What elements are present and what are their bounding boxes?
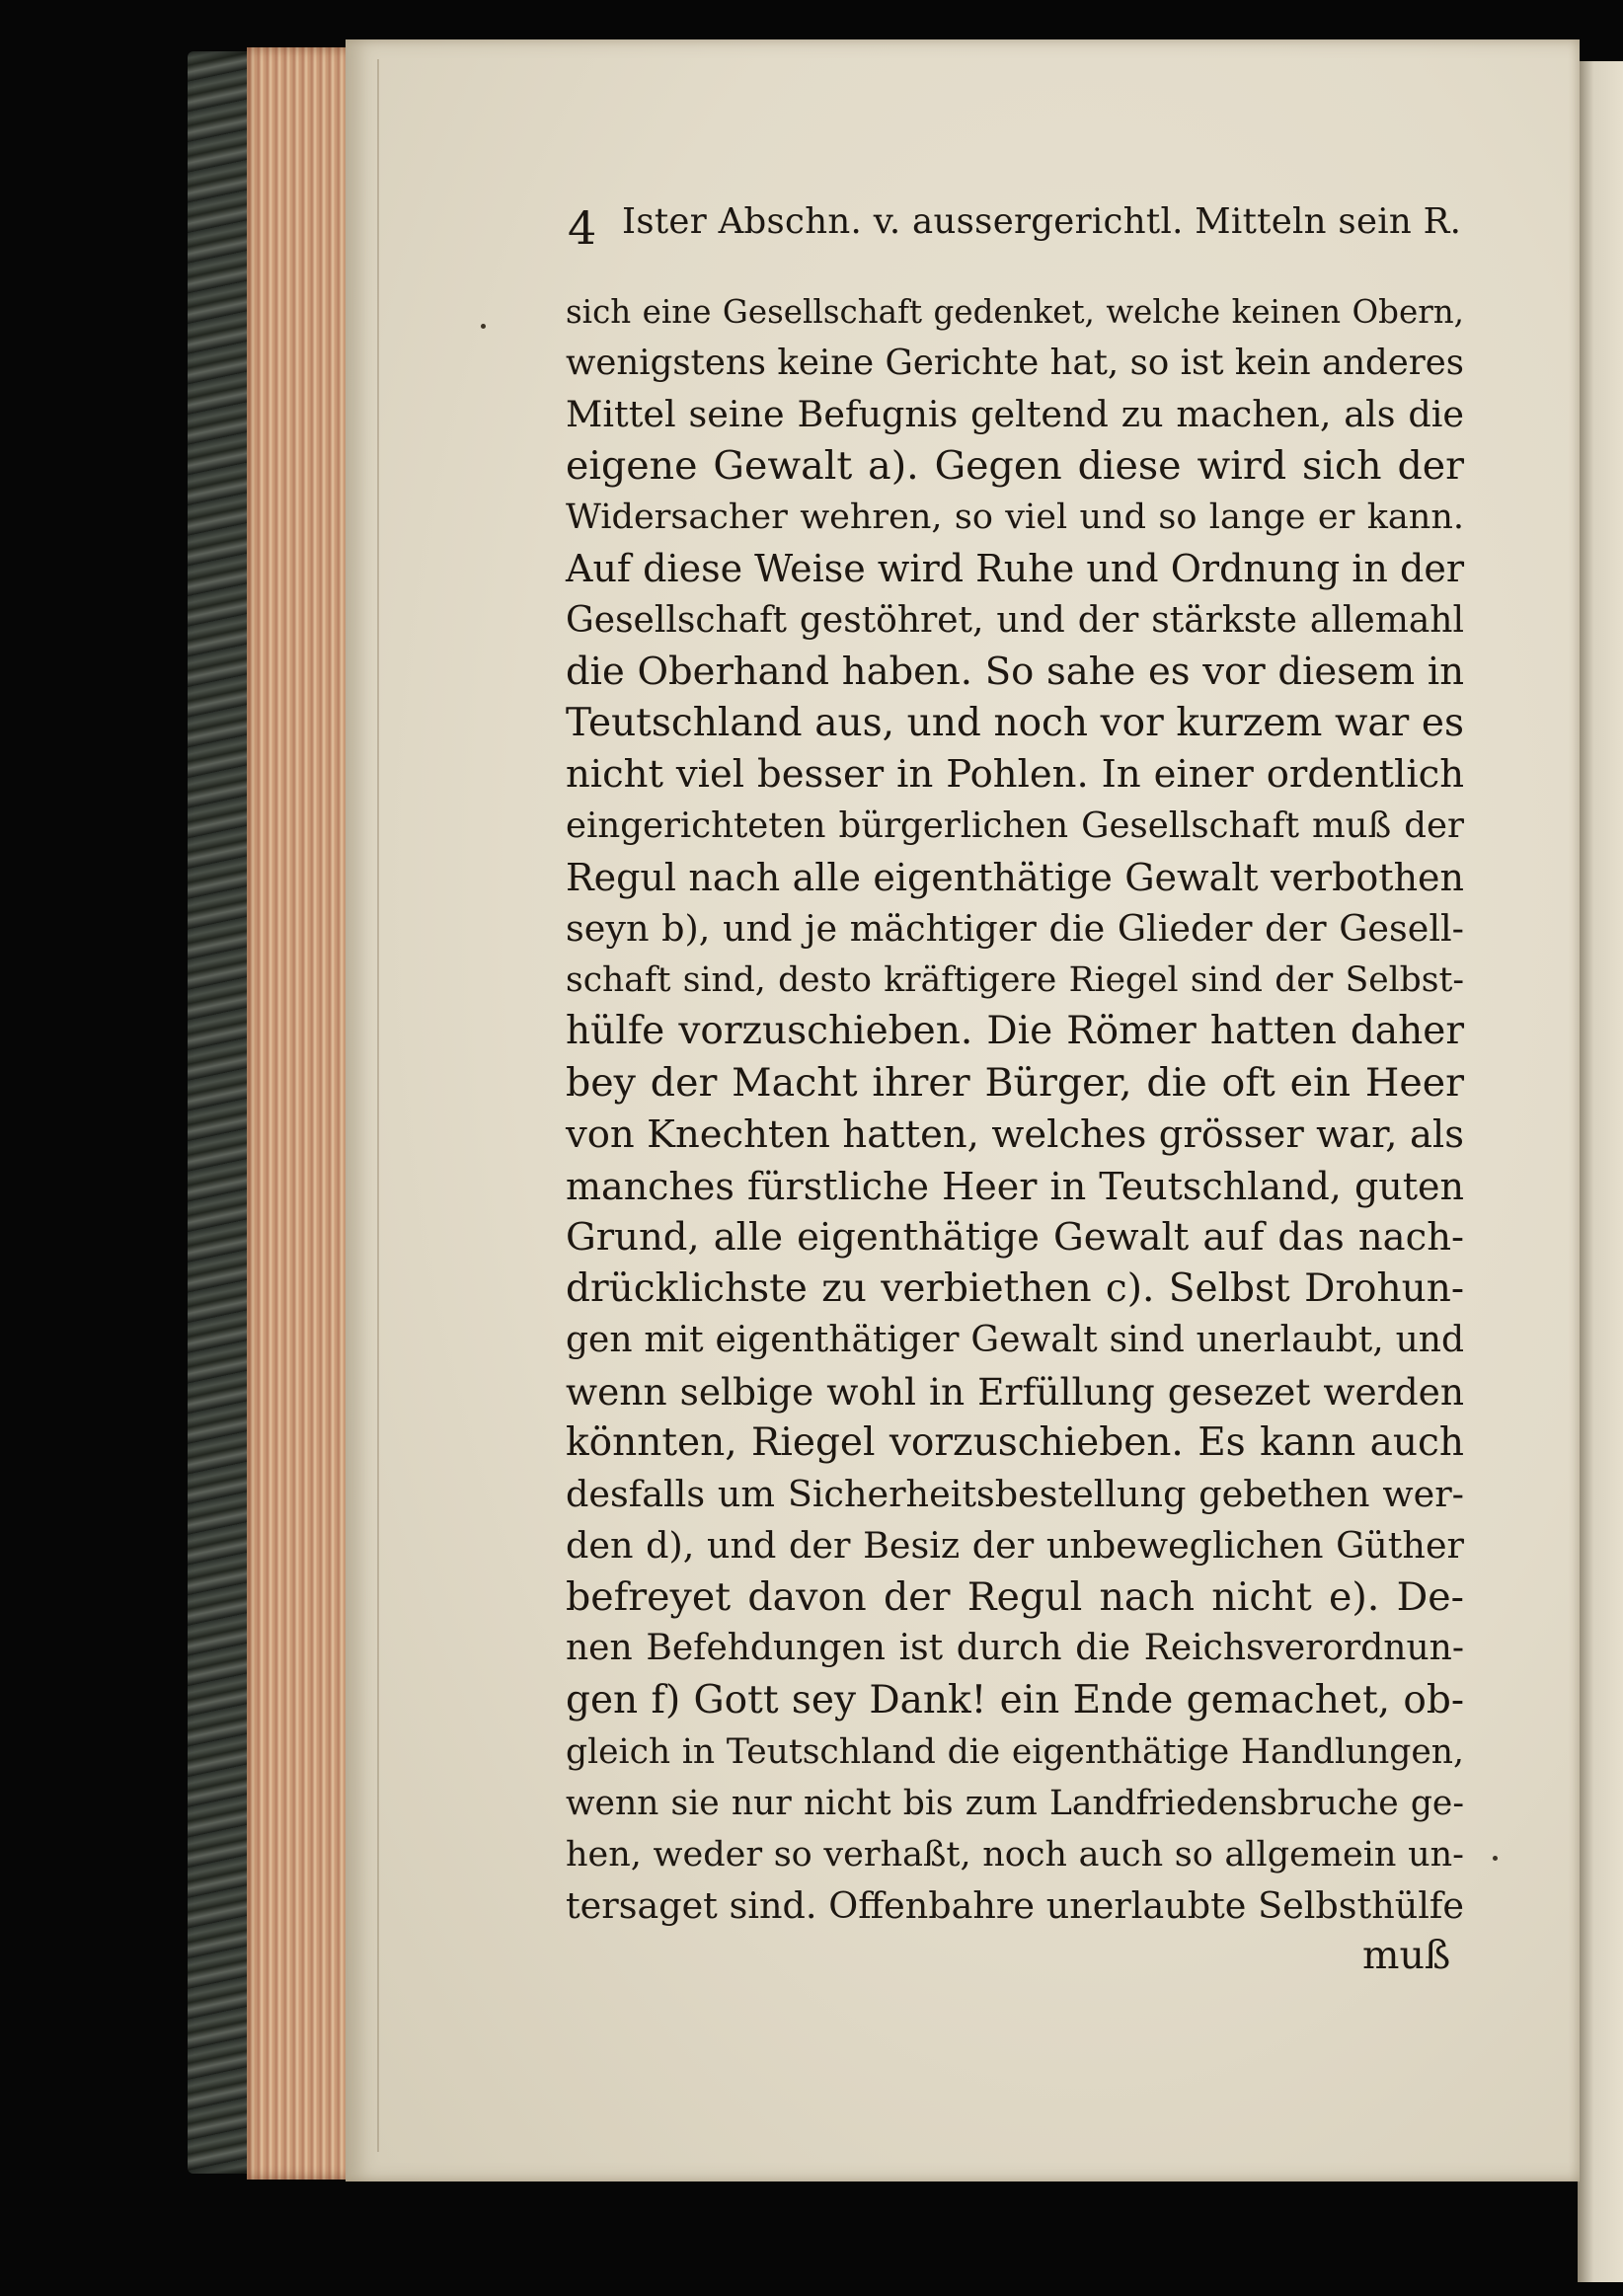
text-line: nicht viel besser in Pohlen. In einer ordentlich	[566, 751, 1464, 797]
text-line: von Knechten hatten, welches grösser war, als	[566, 1111, 1464, 1157]
text-line: gen mit eigenthätiger Gewalt sind unerlaubt, und	[566, 1319, 1464, 1360]
text-line: schaft sind, desto kräftigere Riegel sind der Selbst-	[566, 960, 1464, 1001]
text-line: Teutschland aus, und noch vor kurzem war es	[566, 700, 1464, 745]
text-line: könnten, Riegel vorzuschieben. Es kann auch	[566, 1420, 1464, 1466]
text-line: desfalls um Sicherheitsbestellung gebethen wer-	[566, 1473, 1464, 1516]
page-number: 4	[568, 201, 597, 255]
text-line: die Oberhand haben. So sahe es vor diesem in	[566, 649, 1464, 694]
text-line: hülfe vorzuschieben. Die Römer hatten daher	[566, 1009, 1464, 1054]
text-line: seyn b), und je mächtiger die Glieder der Gesell-	[566, 907, 1464, 951]
text-line: wenigstens keine Gerichte hat, so ist kein anderes	[566, 343, 1464, 384]
page-gutter	[377, 59, 379, 2152]
text-line: tersaget sind. Offenbahre unerlaubte Selbsthülfe	[566, 1883, 1464, 1927]
catchword	[1362, 1933, 1461, 1978]
text-line: befreyet davon der Regul nach nicht e). De-	[566, 1574, 1464, 1621]
text-line: drücklichste zu verbiethen c). Selbst Drohun-	[566, 1265, 1464, 1311]
text-line: hen, weder so verhaßt, noch auch so allgemein un-	[566, 1834, 1464, 1875]
text-line: Regul nach alle eigenthätige Gewalt verbothen	[566, 856, 1464, 900]
running-head: Ister Abschn. v. aussergerichtl. Mitteln sein R.	[622, 201, 1462, 242]
text-line: Widersacher wehren, so viel und so lange er kann.	[566, 497, 1464, 538]
text-line: gen f) Gott sey Dank! ein Ende gemachet, ob-	[566, 1677, 1464, 1722]
text-line: Auf diese Weise wird Ruhe und Ordnung in der	[566, 547, 1464, 591]
text-line: manches fürstliche Heer in Teutschland, guten	[566, 1164, 1464, 1208]
facing-page-edge	[1578, 61, 1623, 2282]
text-line: wenn selbige wohl in Erfüllung gesezet werden	[566, 1369, 1464, 1414]
text-line: gleich in Teutschland die eigenthätige Handlungen,	[566, 1731, 1464, 1772]
text-line: eigene Gewalt a). Gegen diese wird sich der	[566, 443, 1464, 490]
paper-speck	[481, 324, 486, 329]
text-line: bey der Macht ihrer Bürger, die oft ein Heer	[566, 1060, 1464, 1107]
catchword-text: muß	[1362, 1933, 1451, 1978]
text-line: nen Befehdungen ist durch die Reichsverordnun-	[566, 1628, 1464, 1669]
page-edges	[247, 47, 355, 2180]
text-line: Gesellschaft gestöhret, und der stärkste allemahl	[566, 599, 1464, 641]
page-header	[568, 193, 1461, 263]
text-line: Grund, alle eigenthätige Gewalt auf das nach-	[566, 1214, 1464, 1260]
text-line: sich eine Gesellschaft gedenket, welche keinen Obern,	[566, 293, 1464, 331]
paper-speck	[1493, 1856, 1498, 1861]
body-text	[566, 286, 1464, 1932]
text-line: Mittel seine Befugnis geltend zu machen, als die	[566, 393, 1464, 436]
text-line: wenn sie nur nicht bis zum Landfriedensbruche ge-	[566, 1783, 1464, 1823]
text-line: eingerichteten bürgerlichen Gesellschaft muß der	[566, 804, 1464, 846]
text-line: den d), und der Besiz der unbeweglichen Güther	[566, 1524, 1464, 1568]
